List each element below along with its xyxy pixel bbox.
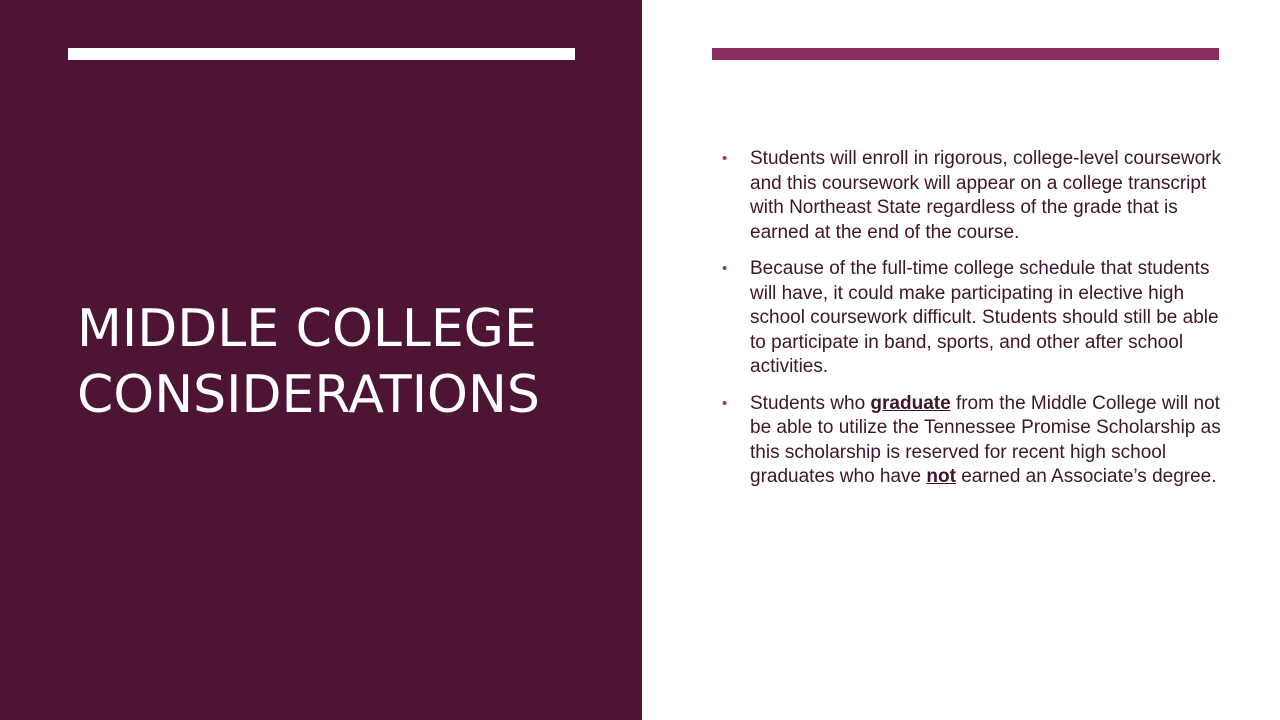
slide-title xyxy=(77,296,617,428)
title-accent-rule xyxy=(68,48,575,60)
bullet-dot-icon: • xyxy=(722,394,728,412)
bullet-list xyxy=(722,147,1222,502)
bullet-item-schedule xyxy=(722,257,1222,380)
slide-title-line-1: MIDDLE COLLEGE xyxy=(77,299,537,359)
emphasis-not: not xyxy=(926,466,956,487)
slide-title-line-2: CONSIDERATIONS xyxy=(77,365,540,425)
content-accent-rule xyxy=(712,48,1219,60)
bullet-text: Because of the full-time college schedule that students will have, it could make participating in elective high school coursework difficult. Students should still be able to participate in band, sports, and other after school activities. xyxy=(750,258,1219,377)
bullet-text-part: earned an Associate’s degree. xyxy=(955,466,1217,487)
bullet-dot-icon: • xyxy=(722,150,728,167)
bullet-text: Students will enroll in rigorous, college-level coursework and this coursework will appear on a college transcript with Northeast State regardless of the grade that is earned at the end of the course. xyxy=(750,148,1221,243)
bullet-item-coursework xyxy=(722,147,1222,245)
bullet-item-promise-scholarship xyxy=(722,392,1222,490)
emphasis-graduate: graduate xyxy=(870,392,951,414)
bullet-text-part: Students who xyxy=(750,392,871,414)
bullet-dot-icon: • xyxy=(722,260,728,277)
bullet-text-part: from the Middle College will not be able to utilize the Tennessee Promise Scholarship as this scholarship is reserved for recent high school graduates who have xyxy=(750,392,1221,487)
